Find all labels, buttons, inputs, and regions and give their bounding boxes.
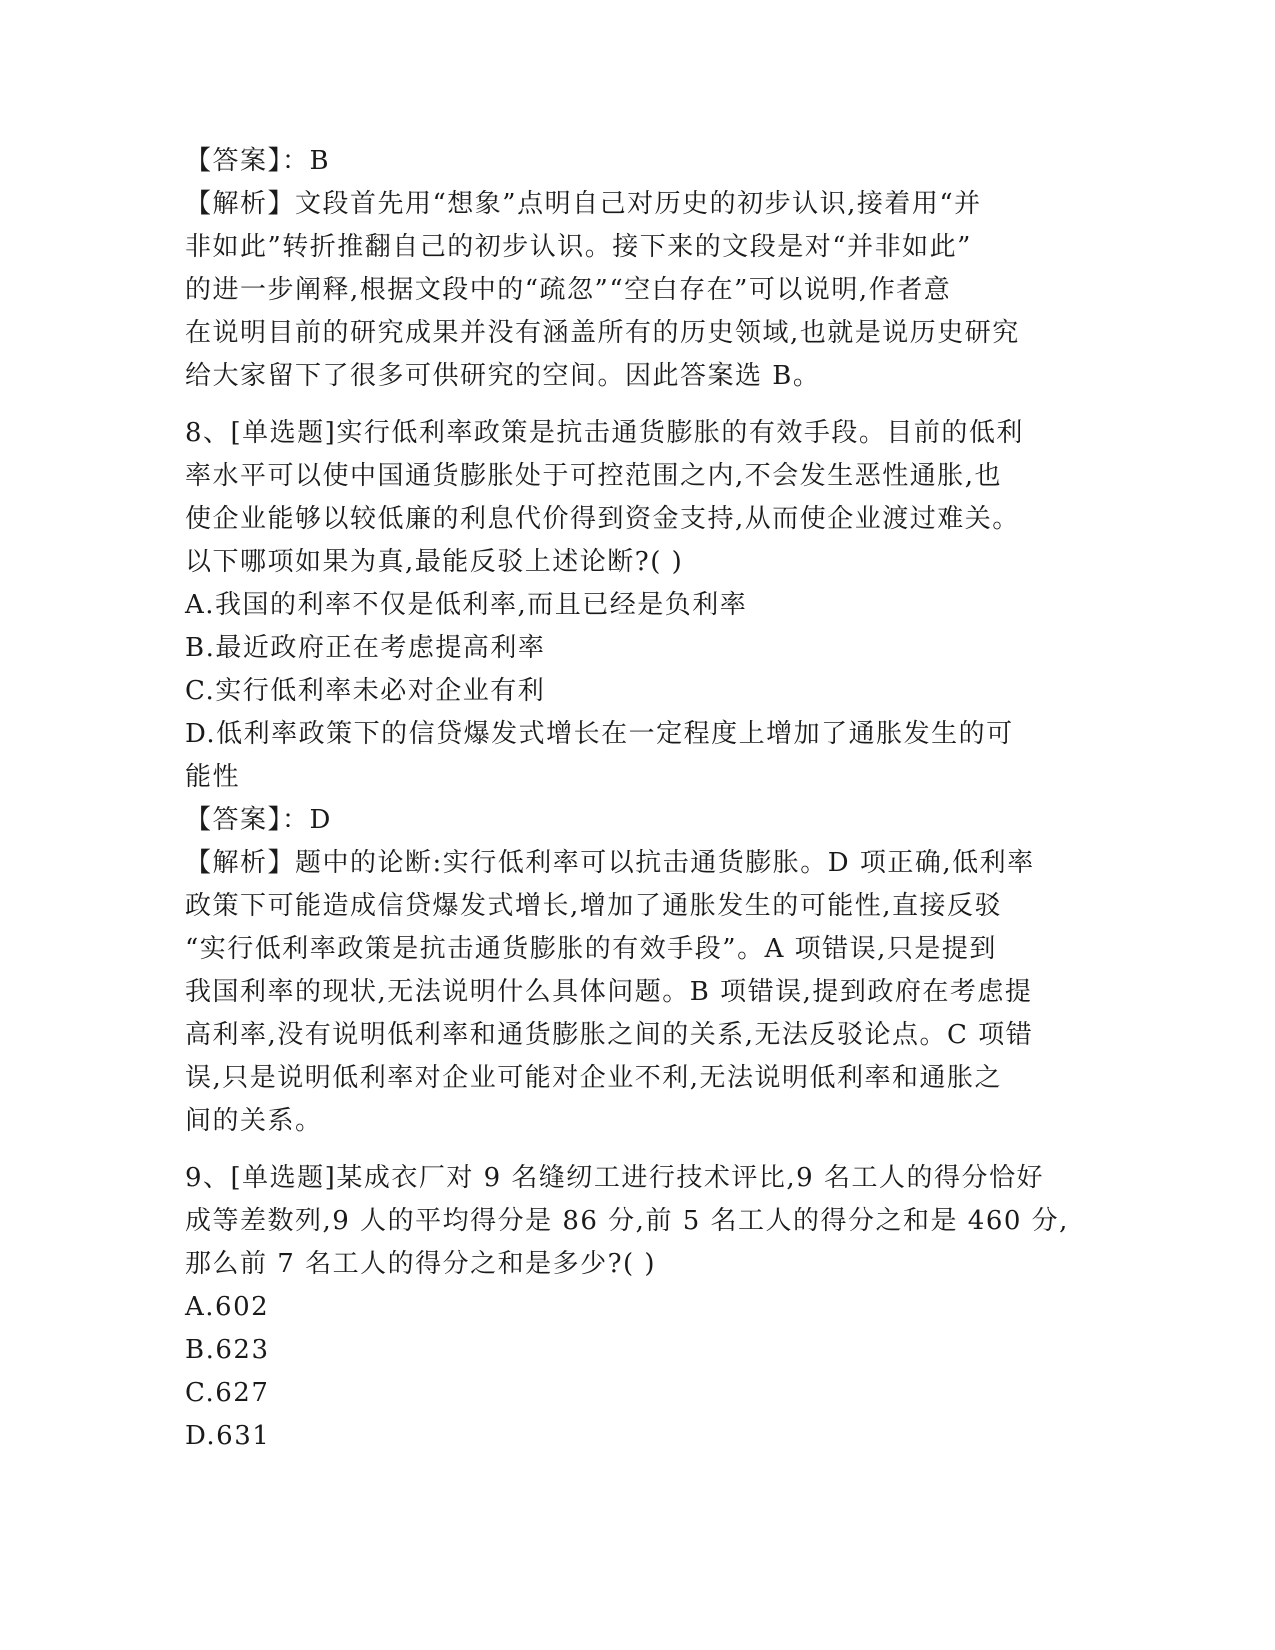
analysis-text: 文段首先用“想象”点明自己对历史的初步认识,接着用“并 bbox=[295, 189, 982, 219]
analysis-line: 高利率,没有说明低利率和通货膨胀之间的关系,无法反驳论点。C 项错 bbox=[185, 1020, 1034, 1050]
q8-stem bbox=[185, 412, 1065, 584]
document-page bbox=[185, 140, 1069, 1458]
analysis-line: 的进一步阐释,根据文段中的“疏忽”“空白存在”可以说明,作者意 bbox=[185, 275, 952, 305]
analysis-line: 给大家留下了很多可供研究的空间。因此答案选 B。 bbox=[185, 361, 821, 391]
q7-answer bbox=[185, 140, 1065, 183]
answer-separator: ： bbox=[282, 146, 310, 176]
analysis-label: 【解析】 bbox=[185, 189, 296, 219]
q9-stem bbox=[185, 1157, 1069, 1286]
answer-label: 【答案】 bbox=[185, 805, 283, 835]
analysis-line: 间的关系。 bbox=[185, 1106, 323, 1136]
analysis-text: 题中的论断:实行低利率可以抗击通货膨胀。D 项正确,低利率 bbox=[295, 848, 1035, 878]
analysis-line: “实行低利率政策是抗击通货膨胀的有效手段”。A 项错误,只是提到 bbox=[185, 934, 997, 964]
answer-separator: ： bbox=[282, 805, 310, 835]
option-b: B.623 bbox=[185, 1335, 270, 1365]
question-line: 那么前 7 名工人的得分之和是多少?( ) bbox=[185, 1249, 657, 1279]
question-line: 成等差数列,9 人的平均得分是 86 分,前 5 名工人的得分之和是 460 分, bbox=[185, 1206, 1069, 1236]
answer-value: D bbox=[309, 805, 332, 835]
q7-analysis bbox=[185, 183, 1065, 398]
option-a: A.602 bbox=[185, 1292, 270, 1322]
option-d: D.低利率政策下的信贷爆发式增长在一定程度上增加了通胀发生的可 bbox=[185, 719, 1014, 749]
analysis-line: 非如此”转折推翻自己的初步认识。接下来的文段是对“并非如此” bbox=[185, 232, 972, 262]
question-line: 率水平可以使中国通货膨胀处于可控范围之内,不会发生恶性通胀,也 bbox=[185, 461, 1003, 491]
option-b: B.最近政府正在考虑提高利率 bbox=[185, 633, 546, 663]
option-c: C.实行低利率未必对企业有利 bbox=[185, 676, 546, 706]
analysis-line: 在说明目前的研究成果并没有涵盖所有的历史领域,也就是说历史研究 bbox=[185, 318, 1020, 348]
section-gap bbox=[185, 398, 1065, 412]
question-line: 使企业能够以较低廉的利息代价得到资金支持,从而使企业渡过难关。 bbox=[185, 504, 1020, 534]
analysis-line bbox=[185, 842, 1065, 885]
option-c: C.627 bbox=[185, 1378, 270, 1408]
analysis-line bbox=[185, 183, 1065, 226]
analysis-line: 政策下可能造成信贷爆发式增长,增加了通胀发生的可能性,直接反驳 bbox=[185, 891, 1003, 921]
option-d-continued: 能性 bbox=[185, 762, 241, 792]
analysis-label: 【解析】 bbox=[185, 848, 296, 878]
analysis-line: 我国利率的现状,无法说明什么具体问题。B 项错误,提到政府在考虑提 bbox=[185, 977, 1033, 1007]
answer-value: B bbox=[309, 146, 331, 176]
question-line: 9、[单选题]某成衣厂对 9 名缝纫工进行技术评比,9 名工人的得分恰好 bbox=[185, 1163, 1044, 1193]
q9-options bbox=[185, 1286, 1065, 1458]
q8-answer bbox=[185, 799, 1065, 842]
q8-options bbox=[185, 584, 1065, 799]
section-gap bbox=[185, 1143, 1065, 1157]
analysis-line: 误,只是说明低利率对企业可能对企业不利,无法说明低利率和通胀之 bbox=[185, 1063, 1003, 1093]
option-a: A.我国的利率不仅是低利率,而且已经是负利率 bbox=[185, 590, 748, 620]
answer-label: 【答案】 bbox=[185, 146, 283, 176]
q8-analysis bbox=[185, 842, 1065, 1143]
option-d: D.631 bbox=[185, 1421, 271, 1451]
question-line: 8、[单选题]实行低利率政策是抗击通货膨胀的有效手段。目前的低利 bbox=[185, 418, 1024, 448]
question-line: 以下哪项如果为真,最能反驳上述论断?( ) bbox=[185, 547, 684, 577]
